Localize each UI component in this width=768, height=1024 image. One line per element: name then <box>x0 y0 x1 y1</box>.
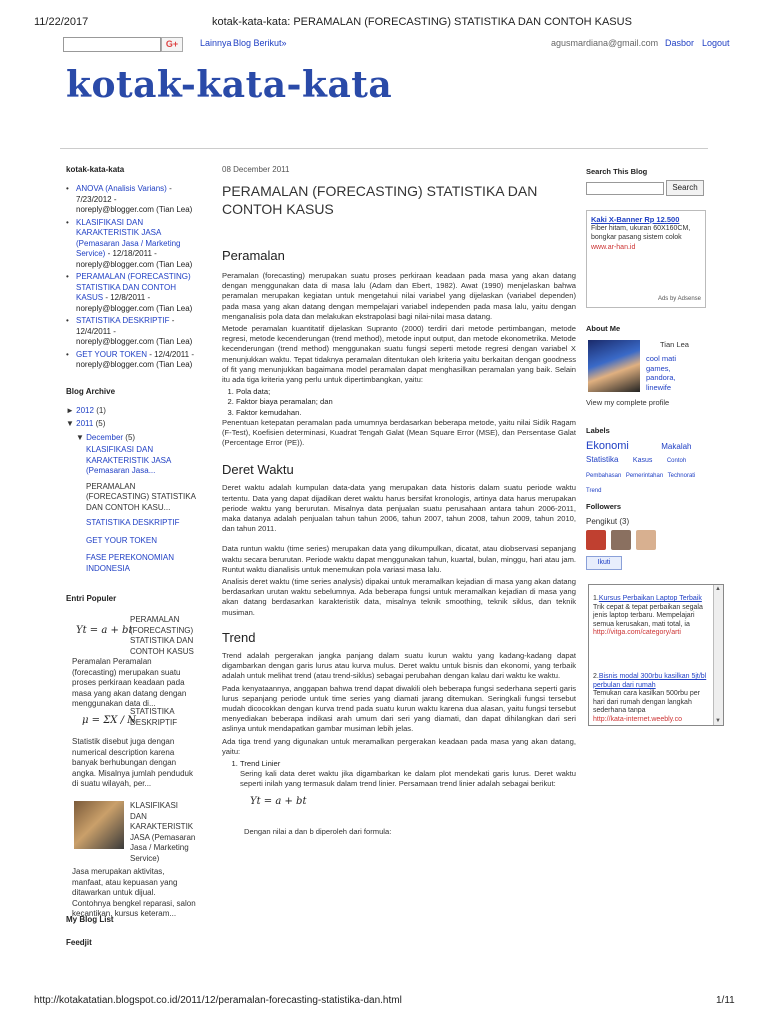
archive-year-link[interactable]: 2011 <box>76 419 94 428</box>
feed-item-meta: - 12/4/2011 - noreply@blogger.com (Tian Lea) <box>76 316 193 346</box>
feed-item <box>66 218 196 271</box>
ad-scrollbar[interactable] <box>713 585 723 725</box>
navbar-more-link[interactable]: Lainnya <box>200 38 232 48</box>
view-profile-link[interactable]: View my complete profile <box>586 398 670 407</box>
post-text <box>222 418 576 449</box>
navbar-search-input[interactable] <box>63 37 161 52</box>
navbar-user-email: agusmardiana@gmail.com <box>551 38 659 48</box>
profile-description: cool mati games, pandora, linewife <box>646 354 677 392</box>
label-cloud <box>586 439 706 497</box>
post-text <box>222 271 576 385</box>
post-title[interactable]: PERAMALAN (FORECASTING) STATISTIKA DAN CONTOH KASUS <box>222 183 538 217</box>
labels-widget-title: Labels <box>586 426 610 435</box>
popular-post-snippet: Statistik disebut juga dengan numerical description karena banyak berhubungan dengan angka. Misalnya jumlah penduduk di suatu wilayah, per... <box>72 737 193 788</box>
paragraph: Ada tiga trend yang digunakan untuk meramalkan pergerakan keadaan pada masa yang akan datang, yaitu: <box>222 736 576 756</box>
label-link[interactable]: Makalah <box>661 442 692 451</box>
follower-avatar[interactable] <box>636 530 656 550</box>
expand-arrow-icon[interactable]: ► <box>66 405 74 415</box>
profile-name-link[interactable]: Tian Lea <box>660 340 689 349</box>
feed-item <box>66 272 196 314</box>
feed-item-link[interactable]: STATISTIKA DESKRIPTIF <box>76 316 170 325</box>
feed-item <box>66 184 196 216</box>
feedjit-widget-title: Feedjit <box>66 938 92 947</box>
trend-formula: Yt = a + bt <box>250 795 307 807</box>
section-heading: Trend <box>222 629 256 645</box>
left-sidebar <box>66 165 196 947</box>
label-link[interactable]: Ekonomi <box>586 440 629 452</box>
archive-post-link[interactable]: GET YOUR TOKEN <box>86 535 157 545</box>
archive-count: (1) <box>96 405 106 415</box>
label-link[interactable]: Pemerintahan <box>625 473 664 479</box>
popular-thumbnail-formula: Yt = a + bt <box>76 625 133 636</box>
archive-year-link[interactable]: 2012 <box>76 405 94 415</box>
feed-list <box>66 184 196 371</box>
paragraph: Pada kenyataannya, anggapan bahwa trend dapat diwakili oleh beberapa fungsi sederhana seperti garis lurus sepanjang periode untuk time series yang diamati jarang ditemukan. Seringkali fungsi tersebut mudah dicocokkan dengan kurva trend pada suatu kurun waktu karena dua alasan, yaitu fungsi tersebut menyediakan beberapa indikasi arah umum dari seri yang diamati, dan dapat dihilangkan dari seri aslinya untuk mendapatkan gambar musiman lebih jelas. <box>222 683 576 734</box>
print-page-title: kotak-kata-kata: PERAMALAN (FORECASTING) STATISTIKA DAN CONTOH KASUS <box>212 16 632 28</box>
text-ad[interactable] <box>593 595 709 638</box>
paragraph: Peramalan (forecasting) merupakan suatu proses perkiraan keadaan pada masa yang akan datang dengan menggunakan data di masa lalu (Adam dan Ebert, 1982). Awat (1990) menjelaskan bahwa peramalan merupakan kegiatan untuk mengetahui nilai variabel yang dijelaskan (variabel dependen) pada masa yang akan datang dengan mempelajari variabel independen pada masa lalu, yaitu dengan menganalisis pola data dan melakukan ekstrapolasi bagi nilai-nilai masa datang. <box>222 271 576 321</box>
post-body <box>222 248 576 837</box>
archive-post-link[interactable]: STATISTIKA DESKRIPTIF <box>86 518 180 527</box>
section-heading: Peramalan <box>222 248 285 263</box>
feed-item <box>66 350 196 371</box>
text-ad[interactable] <box>593 673 709 724</box>
text-ad-text: Trik cepat & tepat perbaikan segala jenis laptop terbaru. Mempelajari semua kerusakan, mati total, ia <box>593 603 703 628</box>
list-item-title: Trend Linier <box>240 758 281 768</box>
paragraph: Dengan nilai a dan b diperoleh dari formula: <box>244 826 392 836</box>
paragraph: Penentuan ketepatan peramalan pada umumnya berdasarkan beberapa metode, yaitu nilai Sidik Ragam (F-Test), Koefisien determinasi, Kuadrat Tengah Galat (Mean Square Error (MSE), dan Persentase Galat (Percentage Error (PE)). <box>222 417 576 448</box>
feed-item-meta: - 12/4/2011 - noreply@blogger.com (Tian Lea) <box>76 349 194 369</box>
feed-item-meta: - 12/18/2011 - noreply@blogger.com (Tian Lea) <box>76 249 193 269</box>
text-ad-number: 2. <box>593 673 599 680</box>
paragraph: Deret waktu adalah kumpulan data-data yang merupakan data historis dalam suatu periode waktu tertentu. Data yang dapat dijadikan deret waktu harus bersifat kronologis, artinya data harus merupakan periode waktu yang berurutan. Misalnya data penjualan suatu perusahaan antara tahun 2006-2011, maka datanya adalah penjualan tahun tahun 2006, tahun 2007, tahun 2008, tahun 2009, tahun 2010, dan tahun 2011. <box>222 483 576 534</box>
label-link[interactable]: Trend <box>586 488 602 494</box>
text-ad-url[interactable]: http://kata-internet.weebly.co <box>593 715 682 723</box>
archive-month-link[interactable]: December <box>86 432 124 442</box>
profile-photo[interactable] <box>588 340 640 392</box>
feed-item-link[interactable]: ANOVA (Analisis Varians) <box>76 184 167 193</box>
label-link[interactable]: Technorati <box>667 473 696 479</box>
popular-post <box>66 613 196 708</box>
archive-year-2011[interactable] <box>66 419 196 430</box>
followers-count: Pengikut (3) <box>586 517 630 526</box>
popular-post-snippet: Peramalan Peramalan (forecasting) merupakan suatu proses perkiraan keadaan pada masa yang akan datang dengan menggunakan data di... <box>72 657 187 708</box>
paragraph: Sering kali data deret waktu jika digambarkan ke dalam plot mendekati garis lurus. Deret waktu seperti inilah yang termasuk dalam trend linier. Persamaan trend linier adalah sebagai berikut: <box>240 769 576 789</box>
ad-footer: Ads by Adsense <box>657 295 701 302</box>
ad-title[interactable]: Kaki X-Banner Rp 12.500 <box>591 215 680 224</box>
archive-post-current: PERAMALAN (FORECASTING) STATISTIKA DAN CONTOH KASU... <box>86 481 196 512</box>
popular-thumbnail-image <box>74 801 124 849</box>
list-item: 3. Faktor kemudahan. <box>236 408 576 418</box>
archive-year-2012[interactable] <box>66 406 196 417</box>
search-widget-title: Search This Blog <box>586 167 648 176</box>
ad-url[interactable]: www.ar-han.id <box>591 244 636 251</box>
text-ad-box <box>588 584 724 726</box>
feed-item <box>66 316 196 348</box>
popular-widget-title: Entri Populer <box>66 594 117 603</box>
blog-search-button[interactable]: Search <box>666 180 704 196</box>
label-link[interactable]: Statistika <box>586 455 619 464</box>
blog-search-input[interactable] <box>586 182 664 195</box>
paragraph: Data runtun waktu (time series) merupakan data yang dikumpulkan, dicatat, atau diobservasi sepanjang waktu secara berurutan. Periode waktu dapat menggunakan tahun, kuartal, bulan, minggu, hari atau jam. Runtut waktu dianalisis untuk menemukan pola variasi masa lalu. <box>222 544 576 574</box>
popular-post-link[interactable]: PERAMALAN (FORECASTING) STATISTIKA DAN CONTOH KASUS <box>130 615 194 656</box>
collapse-arrow-icon[interactable]: ▼ <box>76 432 84 442</box>
follower-avatar[interactable] <box>586 530 606 550</box>
text-ad-number: 1. <box>593 595 599 602</box>
archive-widget-title: Blog Archive <box>66 386 116 396</box>
label-link[interactable]: Pembahasan <box>586 473 622 479</box>
print-page-number: 1/11 <box>716 995 735 1006</box>
navbar-dashboard-link[interactable]: Dasbor <box>665 38 695 48</box>
archive-post-link[interactable]: KLASIFIKASI DAN KARAKTERISTIK JASA (Pemasaran Jasa... <box>86 445 171 475</box>
paragraph: Analisis deret waktu (time series analysis) dipakai untuk meramalkan kejadian di masa yang akan datang berdasarkan urutan waktu sebelumnya. Ada beberapa fungsi untuk meramalkan kejadian di masa yang akan datang berdasarkan karakteristik data, misalnya teknik smoothing, teknik siklus, dan teknik musiman. <box>222 577 576 617</box>
archive-posts <box>66 445 196 574</box>
label-link[interactable]: Contoh <box>666 458 687 464</box>
follower-avatar[interactable] <box>611 530 631 550</box>
list-item <box>240 759 576 790</box>
follow-button[interactable]: Ikuti <box>586 556 622 570</box>
popular-thumbnail-formula: μ = ΣX / N <box>82 715 136 726</box>
popular-post-link[interactable]: KLASIFIKASI DAN KARAKTERISTIK JASA (Pemasaran Jasa / Marketing Service) <box>130 801 196 863</box>
text-ad-title[interactable]: Kursus Perbaikan Laptop Terbaik <box>598 595 702 602</box>
print-url: http://kotakatatian.blogspot.co.id/2011/12/peramalan-forecasting-statistika-dan.html <box>34 995 402 1006</box>
list-item: 1. Pola data; <box>236 387 576 397</box>
post-text <box>222 483 576 617</box>
text-ad-title[interactable]: Bisnis modal 300rbu kasilkan 5jt/bl perbulan dari rumah <box>593 673 707 689</box>
ad-banner[interactable] <box>586 210 706 308</box>
print-date: 11/22/2017 <box>34 16 89 28</box>
navbar-logout-link[interactable]: Logout <box>702 38 730 48</box>
blog-list-widget-title: My Blog List <box>66 915 114 924</box>
label-link[interactable]: Kasus <box>632 457 653 464</box>
archive-count: (5) <box>95 419 106 428</box>
scroll-down-arrow-icon[interactable]: ▼ <box>715 718 721 724</box>
archive-month-december[interactable] <box>66 433 196 444</box>
archive-post-link[interactable]: FASE PEREKONOMIAN INDONESIA <box>86 553 175 573</box>
list-item: 2. Faktor biaya peramalan; dan <box>236 397 576 407</box>
section-heading: Deret Waktu <box>222 462 294 478</box>
archive-count: (5) <box>125 432 136 442</box>
paragraph: Metode peramalan kuantitatif dijelaskan Supranto (2000) terdiri dari metode pertimbangan, metode regresi, metode kecenderungan (trend method), metode input output, dan metode ekonometrika. Metode kecenderungan (trend method) menggunakan suatu fungsi seperti metode regresi dengan variabel X menunjukkan waktu. Tepat tidaknya peramalan ditentukan oleh kriteria yaitu berkaitan dengan goodness of fit yang menunjukkan bagaimana model peramalan dapat menghasilkan peramalan yang baik. Selain itu ada tiga kriteria yang perlu untuk dipertimbangkan, yaitu: <box>222 324 576 385</box>
text-ad-url[interactable]: http://vitga.com/category/arti <box>593 629 681 636</box>
collapse-arrow-icon[interactable]: ▼ <box>66 419 74 428</box>
paragraph: Trend adalah pergerakan jangka panjang dalam suatu kurun waktu yang kadang-kadang dapat digambarkan dengan garis lurus atau kurva mulus. Deret waktu untuk bisnis dan ekonomi, yang terbaik adalah untuk melihat trend (atau trend-siklus) sebagai perubahan dengan kalau dari waktu ke waktu. <box>222 650 576 681</box>
post-date: 08 December 2011 <box>222 165 290 174</box>
about-widget-title: About Me <box>586 324 621 333</box>
criteria-list <box>222 387 576 418</box>
feed-item-meta: - 12/8/2011 - noreply@blogger.com (Tian Lea) <box>76 293 193 313</box>
header-divider <box>60 148 708 149</box>
popular-post <box>66 707 196 795</box>
trend-list <box>222 759 576 790</box>
feed-item-link[interactable]: GET YOUR TOKEN <box>76 349 147 359</box>
feed-item-link[interactable]: PERAMALAN (FORECASTING) STATISTIKA DAN CONTOH KASUS <box>76 272 191 302</box>
text-ad-text: Temukan cara kasilkan 500rbu per hari dari rumah dengan langkah sederhana tanpa <box>593 690 701 714</box>
post-text <box>222 651 576 757</box>
navbar-next-blog-link[interactable]: Blog Berikut» <box>233 38 287 48</box>
blog-title[interactable]: kotak-kata-kata <box>66 64 393 106</box>
scroll-up-arrow-icon[interactable]: ▲ <box>715 586 721 592</box>
popular-post <box>66 801 196 918</box>
popular-post-snippet: Jasa merupakan aktivitas, manfaat, atau kepuasan yang ditawarkan untuk dijual. Contohnya bengkel reparasi, salon kecantikan, kursus keteram... <box>72 867 196 918</box>
popular-post-link[interactable]: STATISTIKA DESKRIPTIF <box>130 707 178 727</box>
feed-item-link[interactable]: KLASIFIKASI DAN KARAKTERISTIK JASA (Pemasaran Jasa / Marketing Service) <box>76 217 181 258</box>
feed-widget-title: kotak-kata-kata <box>66 165 125 174</box>
followers-widget-title: Followers <box>586 502 622 511</box>
feed-item-meta: - 7/23/2012 - noreply@blogger.com (Tian Lea) <box>76 184 193 214</box>
blogger-navbar <box>55 30 768 58</box>
gplus-share-button[interactable]: G+ <box>161 37 183 52</box>
ad-text: Fiber hitam, ukuran 60X160CM, bongkar pasang sistem colok <box>591 225 691 241</box>
follower-avatars <box>586 530 666 550</box>
